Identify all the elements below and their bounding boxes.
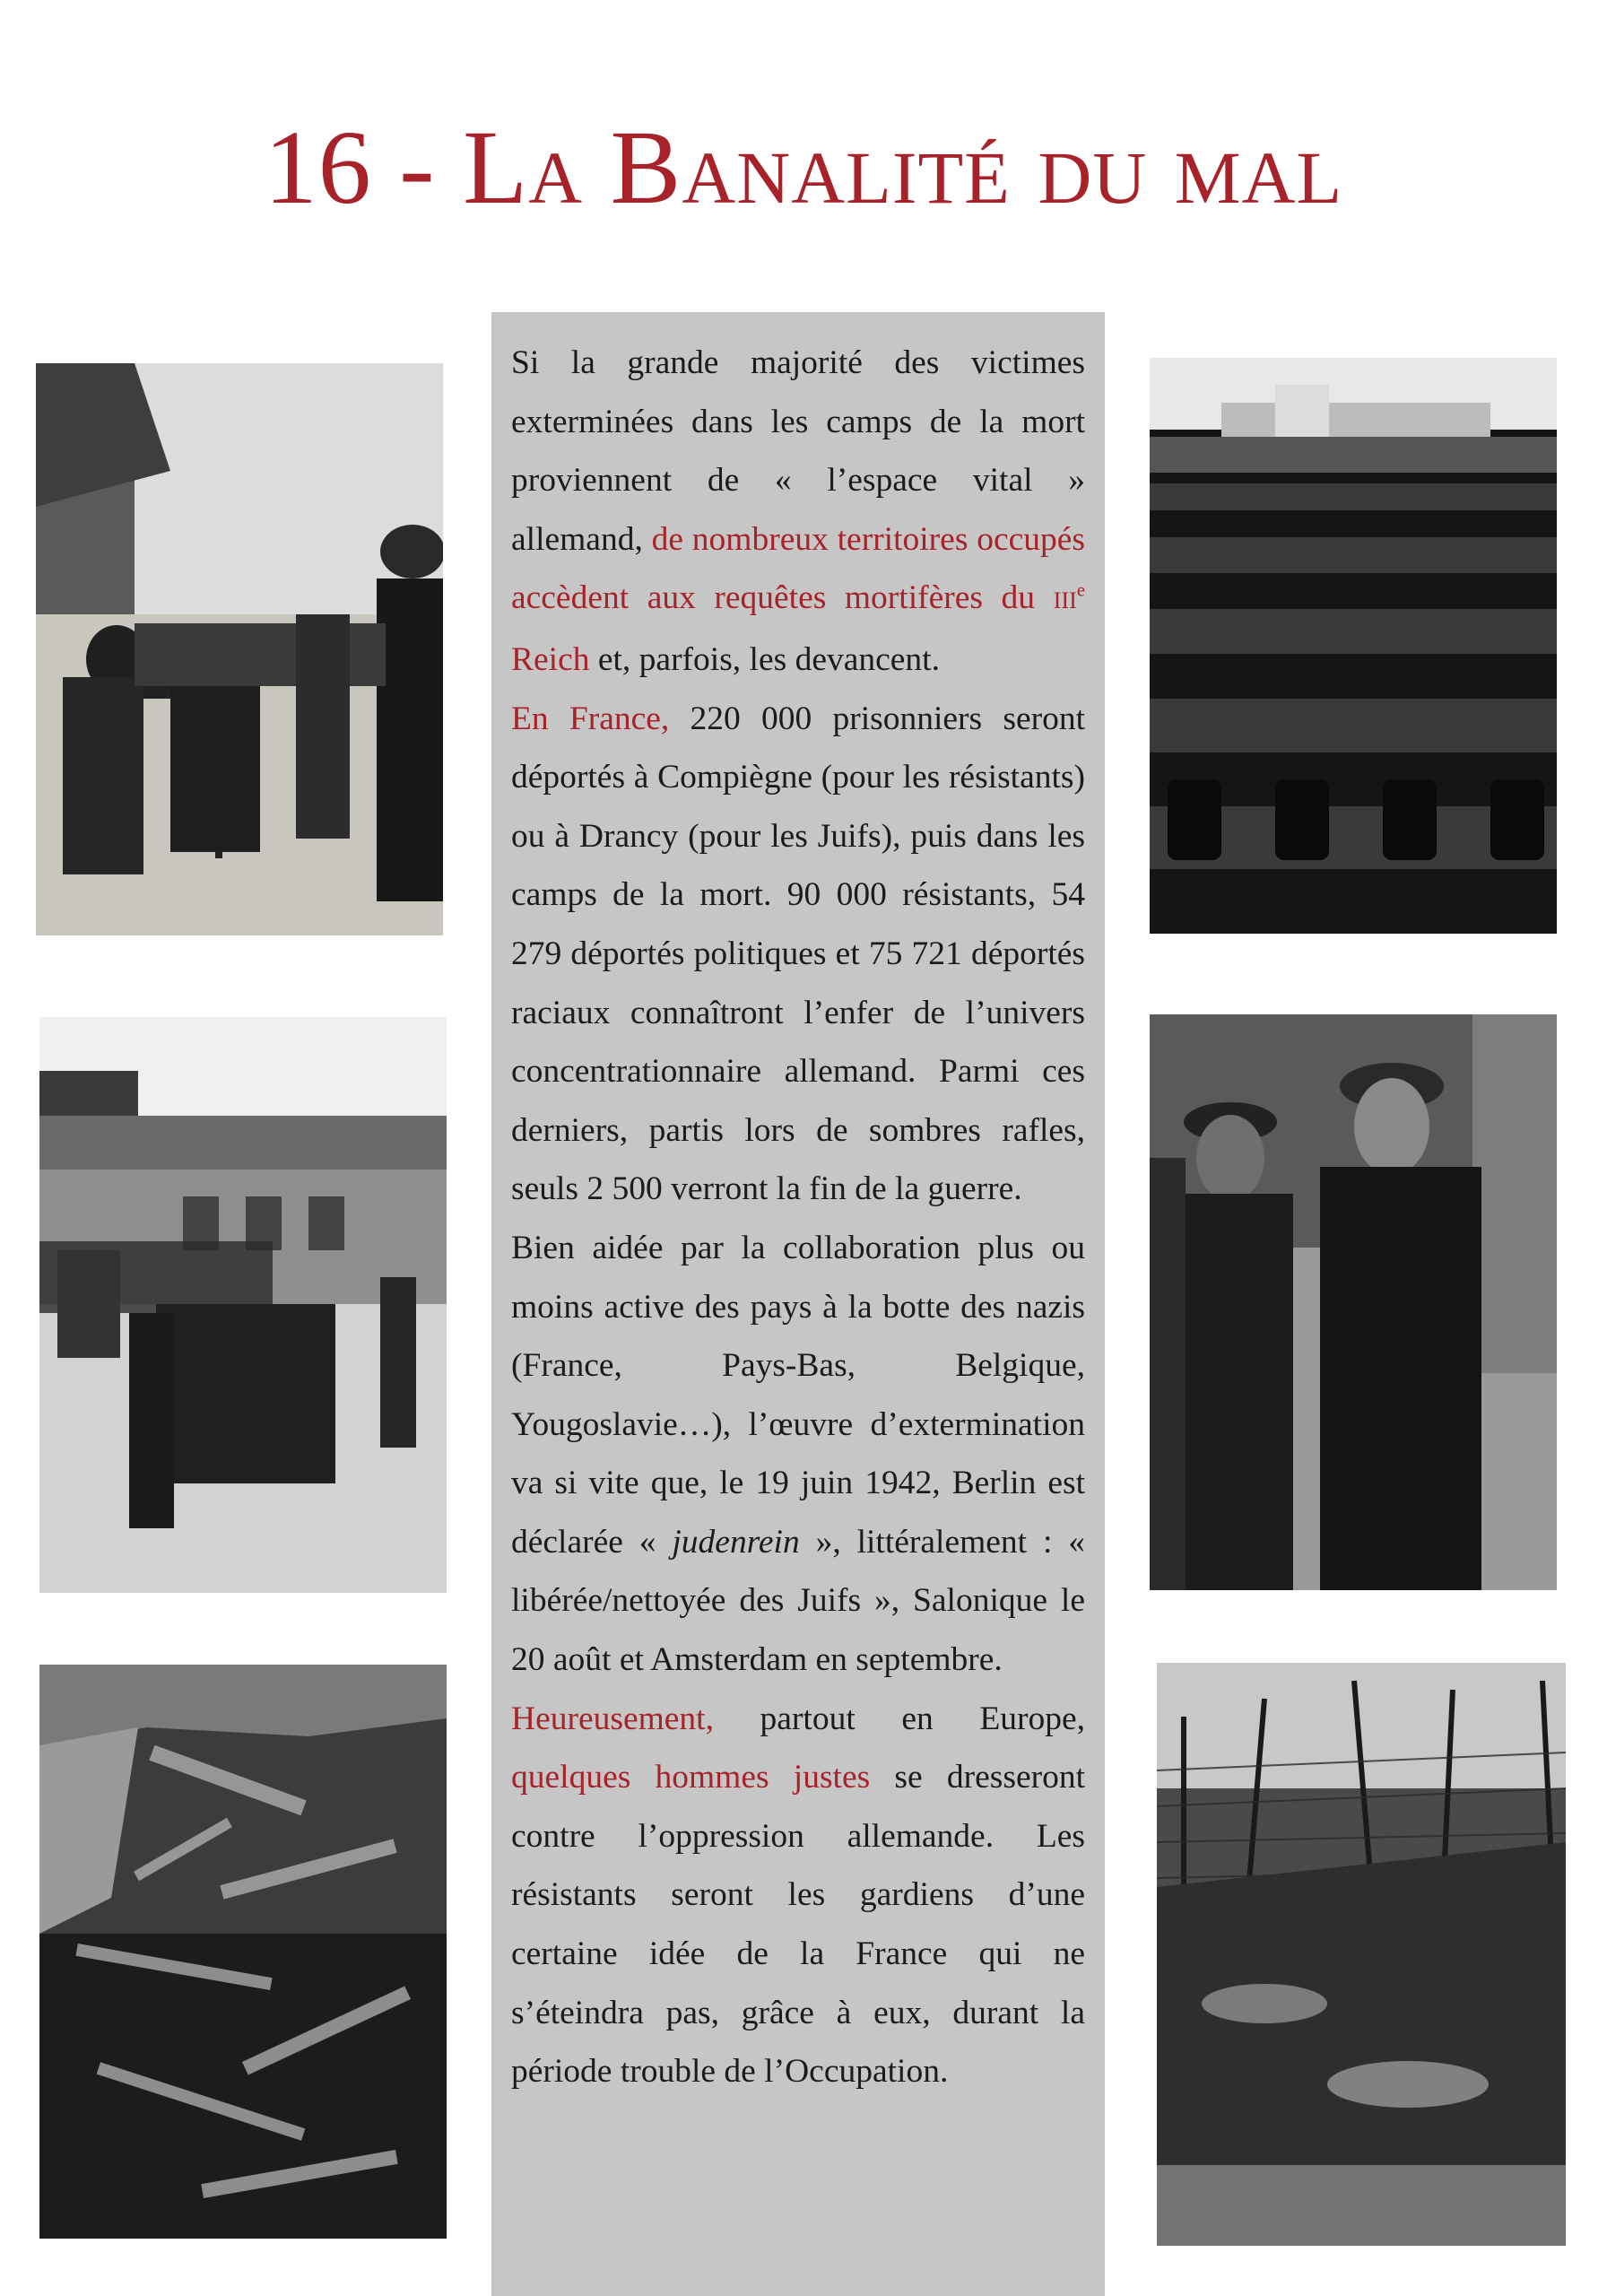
p1-text-a: Si la grande majorité des victimes exterminées dans les camps de la mort proviennent de « l’espace vital » allemand, (511, 344, 1085, 558)
photo-registration-table (36, 363, 443, 935)
paragraph-2 (511, 690, 1085, 1219)
photo-camp-children (39, 1017, 447, 1593)
photo-two-women (1150, 1014, 1557, 1590)
p3-text-c: », littéralement : « libérée/nettoyée des Juifs », Salonique le 20 août et Amsterdam en septembre. (511, 1523, 1085, 1679)
p4-text-d: se dresseront contre l’oppression allemande. Les résistants seront les gardiens d’une certaine idée de la France qui ne s’éteindra pas, grâce à eux, durant la période trouble de l’Occupation. (511, 1759, 1085, 2091)
p3-italic-word: judenrein (672, 1523, 800, 1561)
text-panel (491, 312, 1105, 2296)
p3-text-a: Bien aidée par la collaboration plus ou moins active des pays à la botte des nazis (France, Pays-Bas, Belgique, Yougoslavie…), l’œuvre d’extermination va si vite que, le 19 juin 1942, Berlin est déclarée « (511, 1229, 1085, 1561)
p1-superscript: e (1076, 580, 1085, 601)
p1-text-b: de nombreux territoires occupés accèdent aux requêtes mortifères du (511, 520, 1085, 617)
p4-highlight-c: quelques hommes justes (511, 1759, 871, 1796)
p2-text-b: 220 000 prisonniers seront déportés à Compiègne (pour les résistants) ou à Drancy (pour les Juifs), puis dans les camps de la mort. 90 000 résistants, 54 279 déportés politiques et 75 721 déportés raciaux connaîtront l’enfer de l’univers concentrationnaire allemand. Parmi ces derniers, partis lors de sombres rafles, seuls 2 500 verront la fin de la guerre. (511, 700, 1085, 1208)
p1-text-c: Reich (511, 640, 590, 678)
photo-mass-grave (39, 1665, 447, 2239)
p2-highlight: En France, (511, 700, 670, 737)
p1-text-d: et, parfois, les devancent. (589, 640, 940, 678)
photo-nuremberg-rally (1150, 358, 1557, 934)
p4-highlight-a: Heureusement, (511, 1700, 714, 1737)
paragraph-1 (511, 334, 1085, 690)
paragraph-3 (511, 1219, 1085, 1690)
paragraph-4 (511, 1690, 1085, 2101)
p1-roman-numeral: III (1053, 587, 1077, 614)
photo-barbed-wire-camp (1157, 1663, 1566, 2246)
p4-text-b: partout en Europe, (713, 1700, 1085, 1737)
page-title: 16 - La Banalité du mal (264, 109, 1343, 227)
